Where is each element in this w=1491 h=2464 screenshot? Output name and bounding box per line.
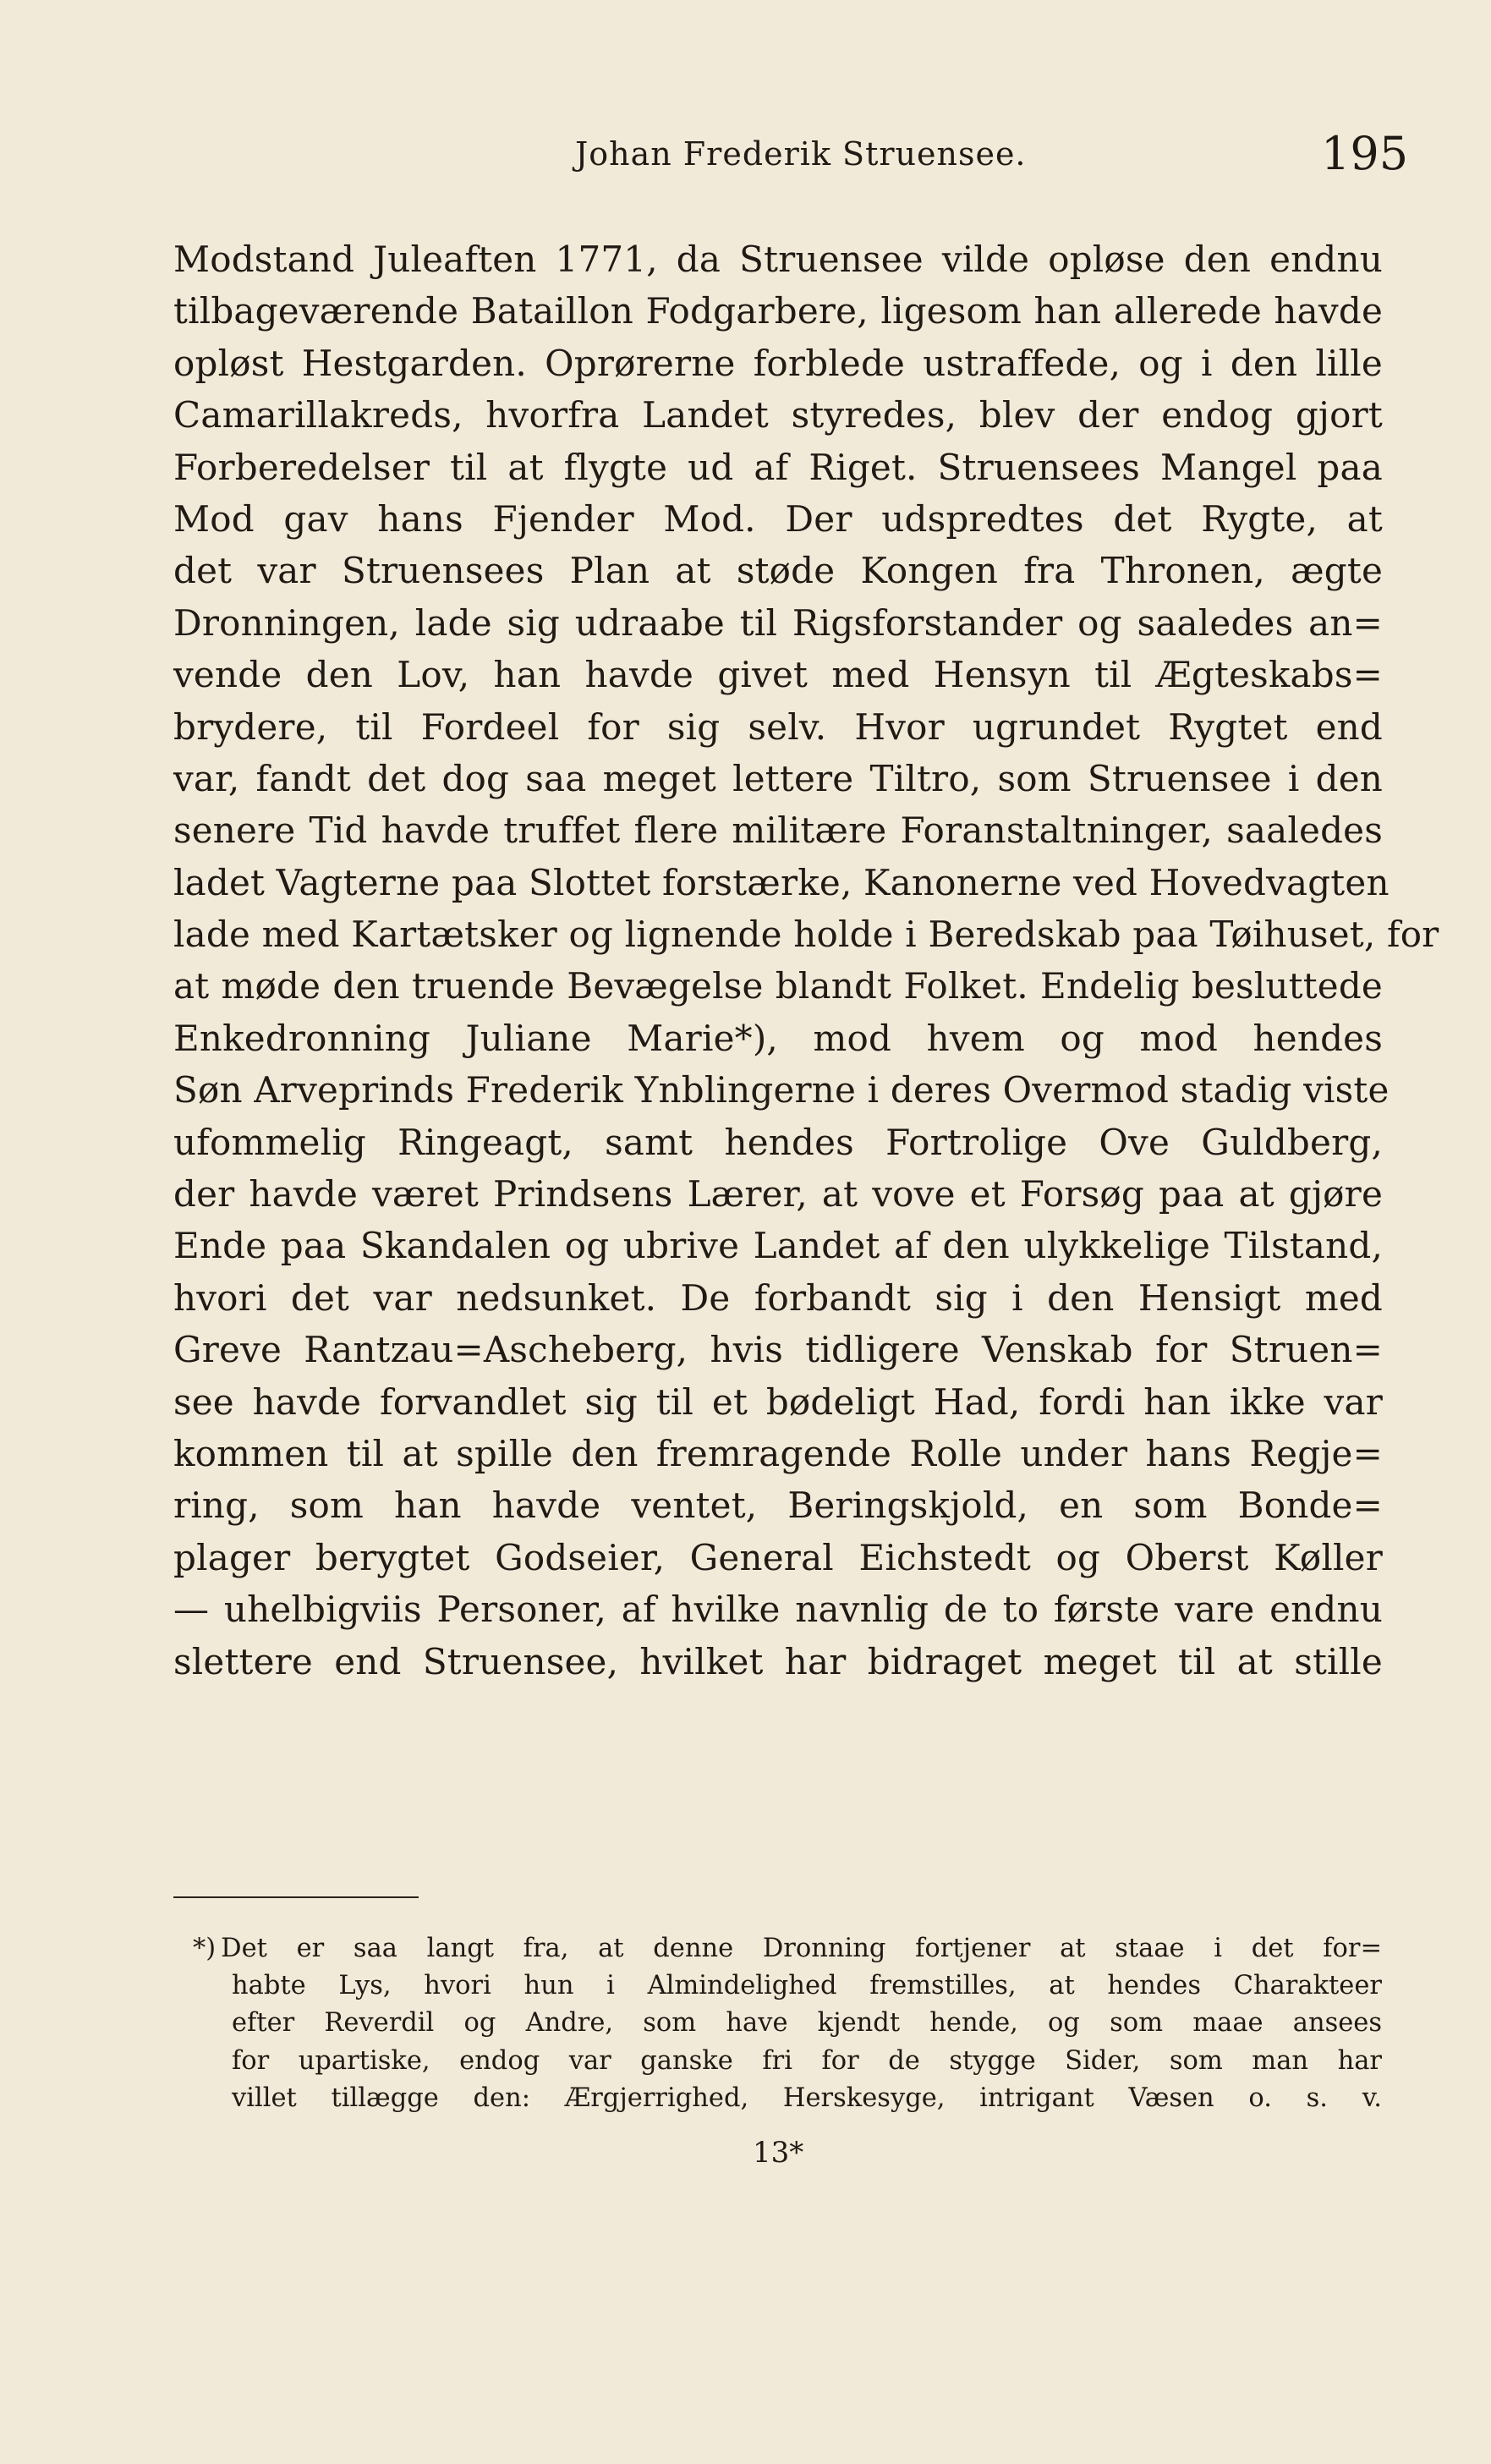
body-line: der havde været Prindsens Lærer, at vove et Forsøg paa at gjøre xyxy=(173,1173,1383,1216)
body-line: Ende paa Skandalen og ubrive Landet af den ulykkelige Tilstand, xyxy=(173,1225,1383,1267)
body-line: ring, som han havde ventet, Beringskjold, en som Bonde= xyxy=(173,1484,1383,1527)
body-line: at møde den truende Bevægelse blandt Folket. Endelig besluttede xyxy=(173,965,1383,1007)
footnote-line: villet tillægge den: Ærgjerrighed, Herskesyge, intrigant Væsen o. s. v. xyxy=(232,2083,1382,2113)
body-line: var, fandt det dog saa meget lettere Tiltro, som Struensee i den xyxy=(173,757,1383,799)
body-line: hvori det var nedsunket. De forbandt sig i den Hensigt med xyxy=(173,1276,1383,1319)
body-line: Modstand Juleaften 1771, da Struensee vilde opløse den endnu xyxy=(173,239,1383,280)
body-line: see havde forvandlet sig til et bødeligt Had, fordi han ikke var xyxy=(173,1380,1383,1423)
body-line: Mod gav hans Fjender Mod. Der udspredtes det Rygte, at xyxy=(173,497,1383,540)
body-line: opløst Hestgarden. Oprørerne forblede ustraffede, og i den lille xyxy=(173,342,1383,384)
body-line: Enkedronning Juliane Marie*), mod hvem og mod hendes xyxy=(173,1017,1383,1059)
footnote-line: for upartiske, endog var ganske fri for de styggе Sider, som man har xyxy=(232,2045,1382,2076)
body-line: slettere end Struensee, hvilket har bidraget meget til at stille xyxy=(173,1640,1383,1682)
page-number: 195 xyxy=(1321,127,1409,180)
body-line: brydere, til Fordeel for sig selv. Hvor ugrundet Rygtet end xyxy=(173,705,1383,748)
footnote-line: habte Lys, hvori hun i Almindelighed fremstilles, at hendes Charakteer xyxy=(232,1971,1382,2001)
footnote-line: efter Reverdil og Andre, som have kjendt hende, og som maae ansees xyxy=(232,2008,1382,2039)
body-line: — uhelbigviis Personer, af hvilke navnlig de to første vare endnu xyxy=(173,1589,1383,1631)
body-line: lade med Kartætsker og lignende holde i Beredskab paa Tøihuset, for xyxy=(173,914,1439,956)
body-line: Søn Arveprinds Frederik Ynblingerne i deres Overmod stadig viste xyxy=(173,1069,1390,1111)
body-line: det var Struensees Plan at støde Kongen fra Thronen, ægte xyxy=(173,550,1383,592)
running-title: Johan Frederik Struensee. xyxy=(575,135,1027,173)
footnote-rule xyxy=(173,1896,419,1898)
body-line: Forberedelser til at flygte ud af Riget. Struensees Mangel paa xyxy=(173,446,1383,488)
footnote-line-text: Det er saa langt fra, at denne Dronning fortjener at staae i det for= xyxy=(221,1934,1382,1963)
body-line: plager berygtet Godseier, General Eichstedt og Oberst Køller xyxy=(173,1536,1383,1578)
body-line: senere Tid havde truffet flere militære Foranstaltninger, saaledes xyxy=(173,809,1383,852)
body-line: Dronningen, lade sig udraabe til Rigsforstander og saaledes an= xyxy=(173,601,1383,644)
body-line: ufommelig Ringeagt, samt hendes Fortrolige Ove Guldberg, xyxy=(173,1121,1383,1163)
body-line: ladet Vagterne paa Slottet forstærke, Kanonerne ved Hovedvagten xyxy=(173,861,1390,903)
body-line: Camarillakreds, hvorfra Landet styredes, blev der endog gjort xyxy=(173,394,1383,436)
signature-mark: 13* xyxy=(753,2136,804,2170)
footnote xyxy=(193,1930,1382,2117)
footnote-line xyxy=(193,1930,1382,1967)
body-text xyxy=(173,233,1439,1687)
body-line: Greve Rantzau=Ascheberg, hvis tidligere Venskab for Struen= xyxy=(173,1329,1383,1371)
footnote-marker: *) xyxy=(193,1934,217,1963)
body-line: kommen til at spille den fremragende Rolle under hans Regje= xyxy=(173,1432,1383,1474)
body-line: tilbageværende Bataillon Fodgarbere, ligesom han allerede havde xyxy=(173,290,1383,332)
body-line: vende den Lov, han havde givet med Hensyn til Ægteskabs= xyxy=(173,654,1383,696)
